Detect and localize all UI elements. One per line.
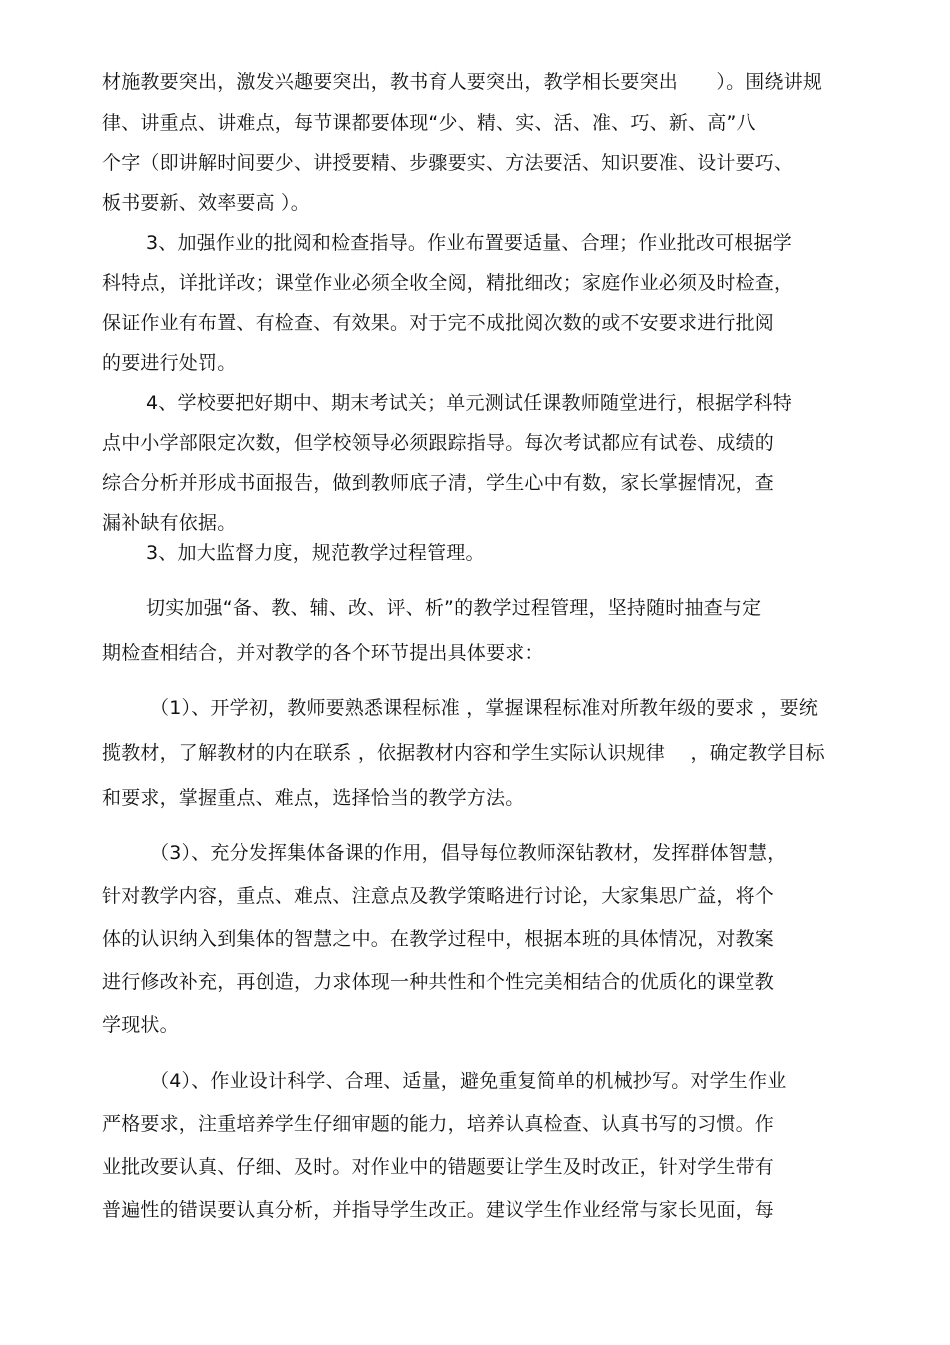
text-line: 个字（即讲解时间要少、讲授要精、步骤要实、方法要活、知识要准、设计要巧、: [102, 152, 794, 174]
text-line: 体的认识纳入到集体的智慧之中。在教学过程中，根据本班的具体情况，对教案: [102, 928, 775, 950]
text-line: 针对教学内容，重点、难点、注意点及教学策略进行讨论，大家集思广益，将个: [102, 885, 775, 907]
text-line: 3、加大监督力度，规范教学过程管理。: [146, 542, 485, 564]
text-line: 漏补缺有依据。: [102, 512, 237, 534]
text-line: 和要求，掌握重点、难点，选择恰当的教学方法。: [102, 787, 525, 809]
text-line: （3）、充分发挥集体备课的作用，倡导每位教师深钻教材，发挥群体智慧，: [150, 842, 787, 864]
text-line: （4）、作业设计科学、合理、适量，避免重复简单的机械抄写。对学生作业: [150, 1070, 787, 1092]
text-line: 学现状。: [102, 1014, 179, 1036]
text-line: 3、加强作业的批阅和检查指导。作业布置要适量、合理；作业批改可根据学: [146, 232, 792, 254]
text-line: 期检查相结合，并对教学的各个环节提出具体要求：: [102, 642, 544, 664]
text-line: （1）、开学初，教师要熟悉课程标准 ，掌握课程标准对所教年级的要求 ，要统: [150, 697, 819, 719]
text-line: 律、讲重点、讲难点，每节课都要体现“少、精、实、活、准、巧、新、高”八: [102, 112, 756, 134]
text-line: 业批改要认真、仔细、及时。对作业中的错题要让学生及时改正，针对学生带有: [102, 1156, 775, 1178]
text-line: 材施教要突出，激发兴趣要突出，教书育人要突出，教学相长要突出 ）。围绕讲规: [102, 71, 823, 93]
text-line: 揽教材，了解教材的内在联系 ，依据教材内容和学生实际认识规律 ，确定教学目标: [102, 742, 825, 764]
text-line: 4、学校要把好期中、期末考试关；单元测试任课教师随堂进行，根据学科特: [146, 392, 792, 414]
text-line: 进行修改补充，再创造，力求体现一种共性和个性完美相结合的优质化的课堂教: [102, 971, 775, 993]
text-line: 保证作业有布置、有检查、有效果。对于完不成批阅次数的或不安要求进行批阅: [102, 312, 775, 334]
text-line: 点中小学部限定次数，但学校领导必须跟踪指导。每次考试都应有试卷、成绩的: [102, 432, 775, 454]
text-line: 普遍性的错误要认真分析，并指导学生改正。建议学生作业经常与家长见面，每: [102, 1199, 775, 1221]
text-line: 科特点，详批详改；课堂作业必须全收全阅，精批细改；家庭作业必须及时检查，: [102, 272, 794, 294]
text-line: 板书要新、效率要高 ）。: [102, 192, 310, 214]
text-line: 综合分析并形成书面报告，做到教师底子清，学生心中有数，家长掌握情况，查: [102, 472, 775, 494]
text-line: 的要进行处罚。: [102, 352, 237, 374]
text-line: 严格要求，注重培养学生仔细审题的能力，培养认真检查、认真书写的习惯。作: [102, 1113, 775, 1135]
text-line: 切实加强“备、教、辅、改、评、析”的教学过程管理，坚持随时抽查与定: [146, 597, 762, 619]
